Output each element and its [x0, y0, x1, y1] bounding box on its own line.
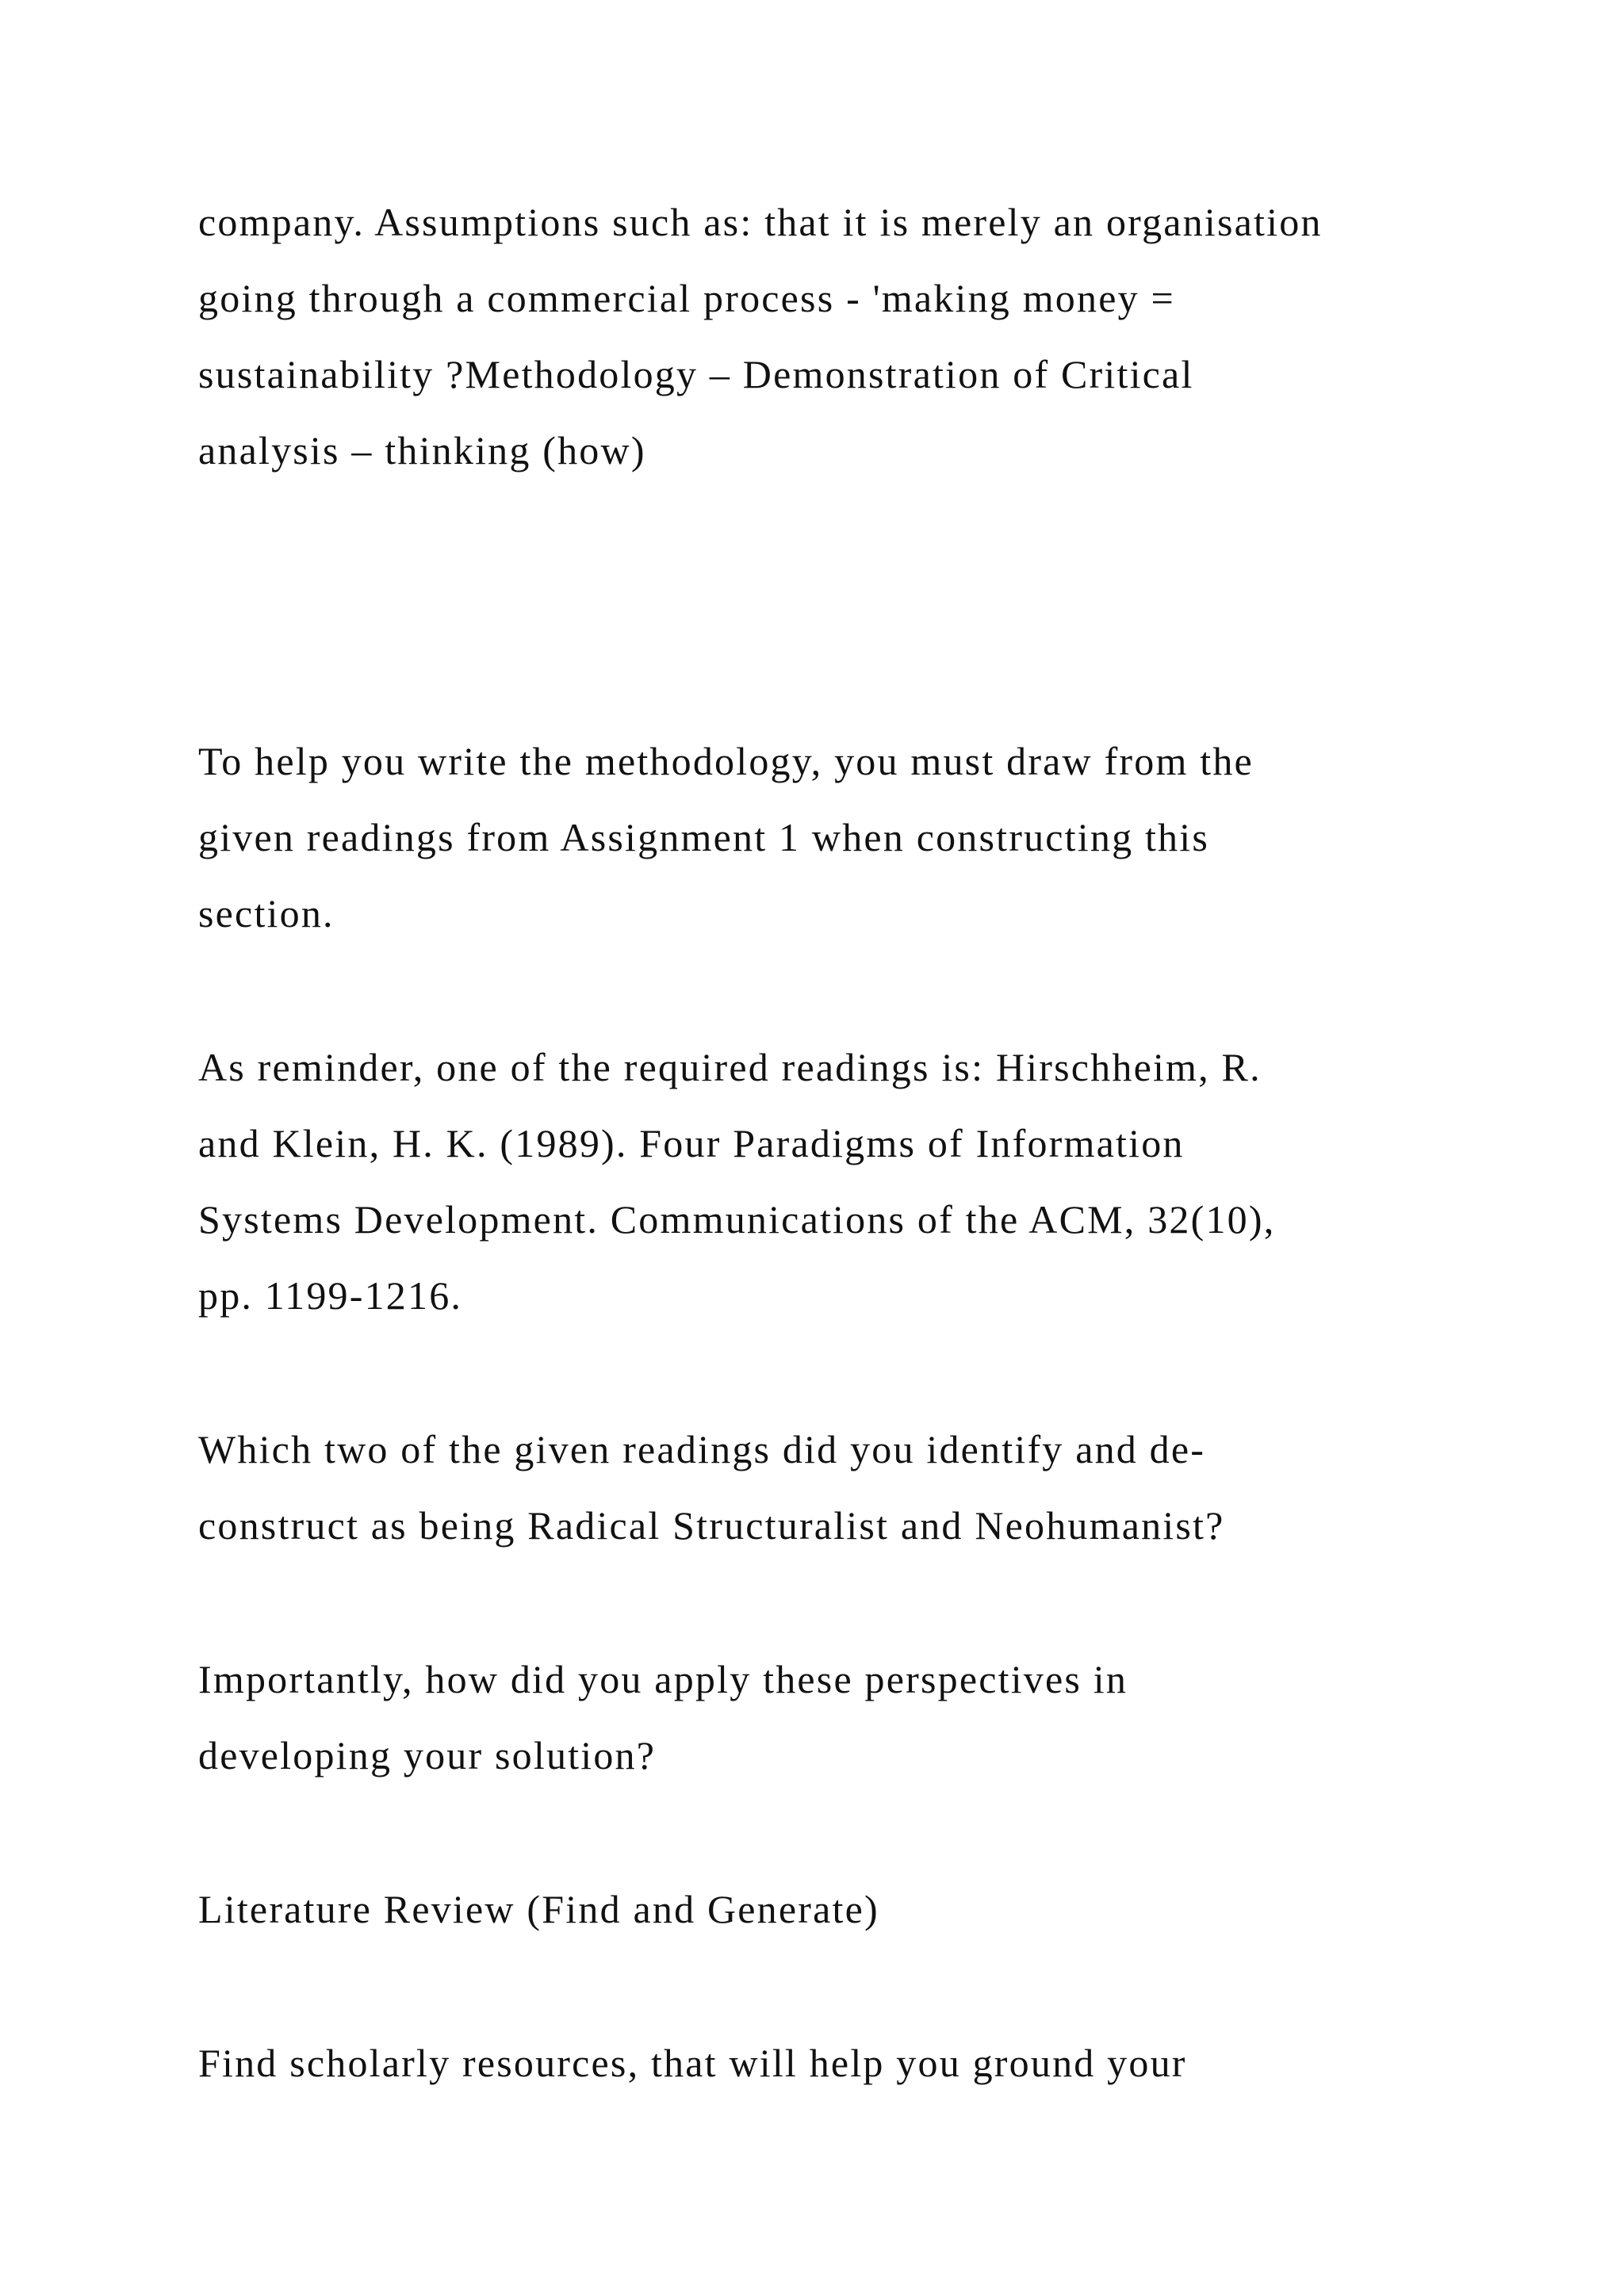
text-line: section. — [198, 891, 335, 936]
paragraph-apply-perspectives — [198, 1641, 1546, 1793]
paragraph-assumptions — [198, 184, 1546, 488]
paragraph-which-readings — [198, 1411, 1546, 1563]
text-line: Literature Review (Find and Generate) — [198, 1887, 879, 1931]
text-line: pp. 1199-1216. — [198, 1273, 463, 1318]
text-line: developing your solution? — [198, 1733, 657, 1777]
text-line: given readings from Assignment 1 when constructing this — [198, 815, 1210, 859]
text-line: going through a commercial process - 'making money = — [198, 276, 1175, 320]
text-line: and Klein, H. K. (1989). Four Paradigms of Information — [198, 1121, 1185, 1165]
text-line: To help you write the methodology, you must draw from the — [198, 739, 1254, 783]
text-line: sustainability ?Methodology – Demonstration of Critical — [198, 352, 1194, 396]
text-line: analysis – thinking (how) — [198, 428, 646, 473]
heading-literature-review — [198, 1871, 1546, 1947]
paragraph-methodology-help — [198, 723, 1546, 951]
text-line: company. Assumptions such as: that it is merely an organisation — [198, 200, 1323, 244]
text-line: construct as being Radical Structuralist and Neohumanist? — [198, 1503, 1225, 1548]
text-line: Which two of the given readings did you identify and de- — [198, 1427, 1206, 1471]
text-line: Systems Development. Communications of the ACM, 32(10), — [198, 1197, 1276, 1242]
paragraph-required-reading — [198, 1029, 1546, 1334]
text-line: As reminder, one of the required readings is: Hirschheim, R. — [198, 1045, 1262, 1089]
paragraph-scholarly-resources — [198, 2025, 1546, 2101]
text-line: Find scholarly resources, that will help you ground your — [198, 2041, 1187, 2085]
text-line: Importantly, how did you apply these perspectives in — [198, 1657, 1128, 1701]
